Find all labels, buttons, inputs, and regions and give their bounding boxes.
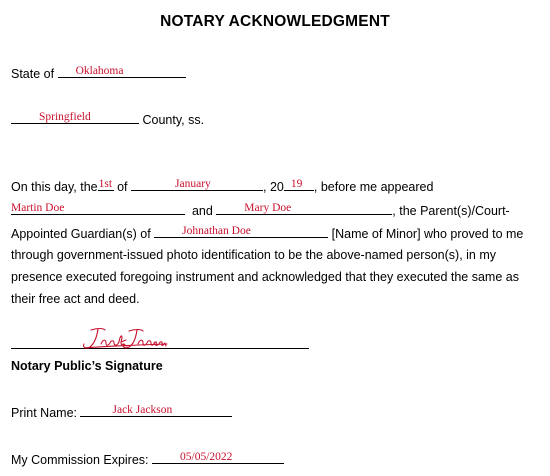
day-field[interactable]	[98, 177, 114, 191]
month-field[interactable]	[131, 177, 263, 191]
minor-value: Johnathan Doe	[182, 225, 251, 237]
handwritten-signature	[77, 326, 169, 352]
page-title: NOTARY ACKNOWLEDGMENT	[160, 13, 390, 30]
state-value: Oklahoma	[75, 65, 124, 77]
person2-field[interactable]	[216, 201, 392, 215]
county-suffix: County, ss.	[142, 113, 205, 127]
paragraph-line-4: through government-issued photo identification to be the above-named person(s), in my	[11, 248, 497, 262]
minor-field[interactable]	[154, 224, 328, 238]
county-value: Springfield	[39, 111, 91, 123]
person1-field[interactable]	[11, 201, 185, 215]
paragraph-line-6: their free act and deed.	[11, 292, 140, 306]
print-name-label: Print Name:	[11, 406, 77, 420]
year-value: 19	[290, 178, 303, 190]
paragraph-line-1	[11, 177, 433, 195]
text-before-me: , before me appeared	[313, 180, 434, 194]
commission-field[interactable]	[152, 450, 284, 464]
print-name-line	[11, 403, 232, 421]
paragraph-line-5: presence executed foregoing instrument and acknowledged that they executed the same as	[11, 270, 519, 284]
state-field[interactable]	[58, 64, 186, 78]
day-value: 1st	[98, 178, 113, 190]
paragraph-line-2	[11, 201, 510, 219]
print-name-value: Jack Jackson	[112, 404, 173, 416]
month-value: January	[175, 178, 211, 190]
person2-value: Mary Doe	[244, 202, 292, 214]
print-name-field[interactable]	[80, 403, 232, 417]
person1-value: Martin Doe	[11, 202, 65, 214]
year-field[interactable]	[284, 177, 314, 191]
text-year-prefix: , 20	[263, 180, 284, 194]
text-parent: , the Parent(s)/Court-	[392, 204, 510, 218]
commission-label: My Commission Expires:	[11, 453, 149, 467]
state-label: State of	[11, 67, 55, 81]
text-on-this-day: On this day, the	[11, 180, 98, 194]
text-of: of	[117, 180, 128, 194]
text-name-of-minor: [Name of Minor] who proved to me	[331, 227, 524, 241]
signature-label: Notary Public’s Signature	[11, 359, 163, 373]
state-line	[11, 64, 186, 82]
county-line	[11, 110, 204, 128]
text-and: and	[191, 204, 213, 218]
text-guardian: Appointed Guardian(s) of	[11, 227, 151, 241]
commission-line	[11, 450, 284, 468]
commission-value: 05/05/2022	[180, 451, 233, 463]
paragraph-line-3	[11, 224, 523, 242]
county-field[interactable]	[11, 110, 139, 124]
